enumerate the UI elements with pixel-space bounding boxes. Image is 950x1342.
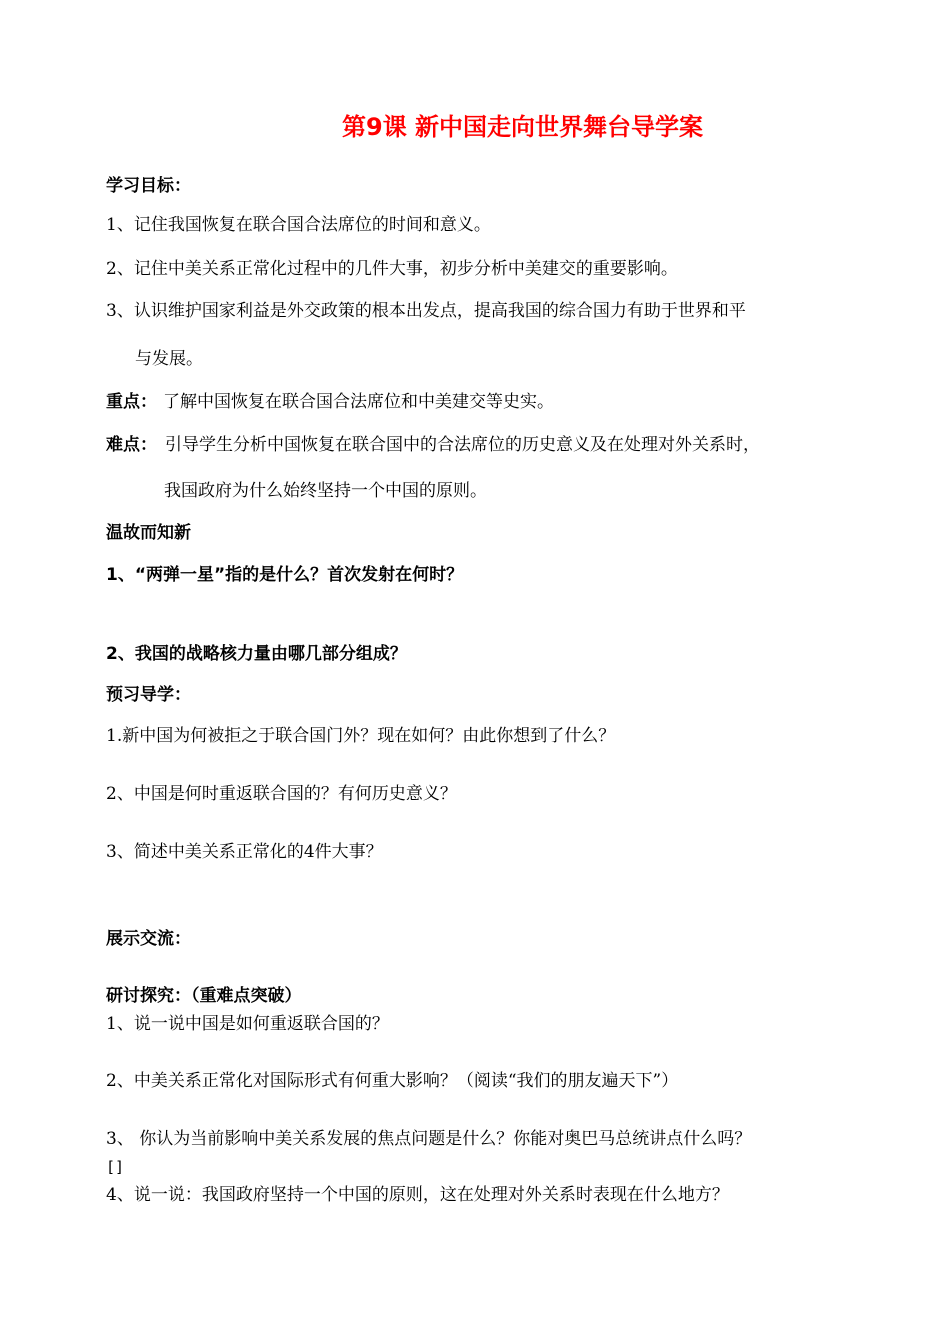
- inquiry-heading: 研讨探究：（重难点突破）: [106, 986, 302, 1006]
- key-point: [106, 391, 554, 413]
- page-title: 第9课 新中国走向世界舞台导学案: [342, 113, 704, 141]
- preview-question-3: 3、简述中美关系正常化的4件大事？: [106, 842, 383, 862]
- preview-heading: 预习导学：: [106, 685, 191, 705]
- preview-question-1: 1.新中国为何被拒之于联合国门外？现在如何？由此你想到了什么？: [106, 726, 616, 746]
- inquiry-question-2: 2、中美关系正常化对国际形式有何重大影响？（阅读“我们的朋友遍天下”）: [106, 1071, 679, 1091]
- review-question-1: 1、“两弹一星”指的是什么？首次发射在何时？: [106, 565, 464, 585]
- inquiry-question-3-bracket: []: [106, 1158, 125, 1176]
- goal-item-2: 2、记住中美关系正常化过程中的几件大事，初步分析中美建交的重要影响。: [106, 259, 678, 279]
- goal-item-3: 3、认识维护国家利益是外交政策的根本出发点，提高我国的综合国力有助于世界和平: [106, 301, 746, 321]
- key-point-text: 了解中国恢复在联合国合法席位和中美建交等史实。: [163, 392, 554, 412]
- difficulty-text-2: 我国政府为什么始终坚持一个中国的原则。: [164, 481, 487, 501]
- difficulty-label: 难点：: [106, 435, 157, 455]
- goal-item-3-continued: 与发展。: [135, 349, 203, 369]
- inquiry-question-1: 1、说一说中国是如何重返联合国的？: [106, 1014, 389, 1034]
- goals-heading: 学习目标：: [106, 176, 191, 196]
- review-question-2: 2、我国的战略核力量由哪几部分组成？: [106, 644, 407, 664]
- difficulty-point: [106, 434, 760, 456]
- review-heading: 温故而知新: [106, 523, 191, 543]
- inquiry-question-4: 4、说一说：我国政府坚持一个中国的原则，这在处理对外关系时表现在什么地方？: [106, 1185, 729, 1205]
- key-point-label: 重点：: [106, 392, 157, 412]
- difficulty-text-1: 引导学生分析中国恢复在联合国中的合法席位的历史意义及在处理对外关系时，: [165, 435, 760, 455]
- exchange-heading: 展示交流：: [106, 929, 191, 949]
- goal-item-1: 1、记住我国恢复在联合国合法席位的时间和意义。: [106, 215, 491, 235]
- preview-question-2: 2、中国是何时重返联合国的？有何历史意义？: [106, 784, 457, 804]
- inquiry-question-3: 3、 你认为当前影响中美关系发展的焦点问题是什么？你能对奥巴马总统讲点什么吗？: [106, 1129, 752, 1149]
